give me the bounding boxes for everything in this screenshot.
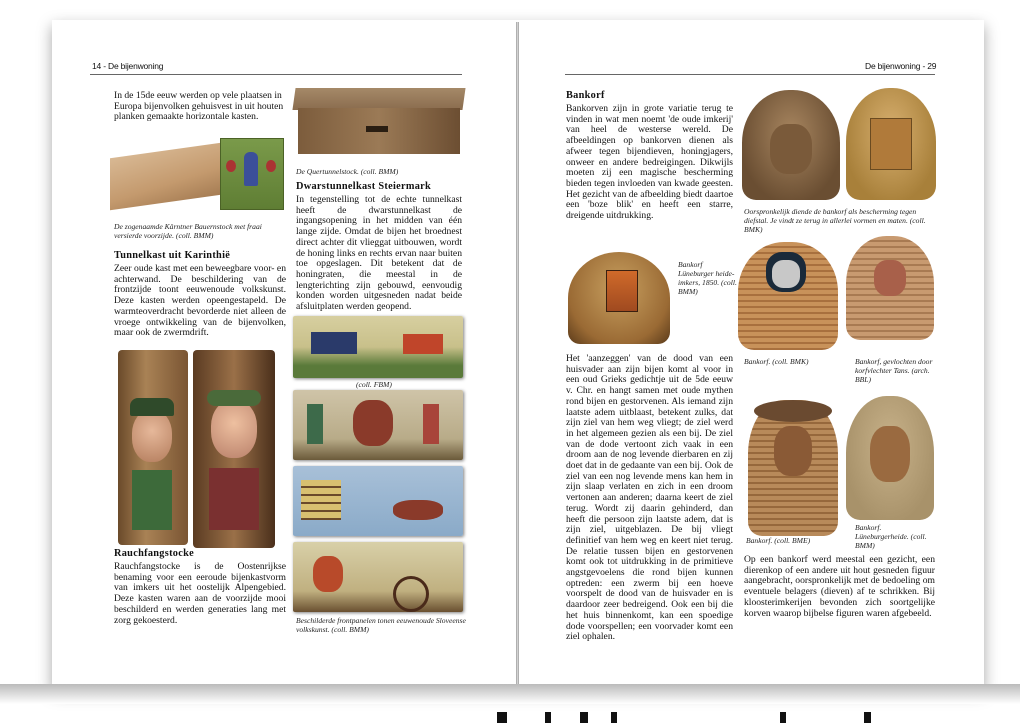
cutoff-lettering	[580, 712, 588, 723]
caption-panels: Beschilderde frontpanelen tonen eeuwenoude Sloveense volkskunst. (coll. BMM)	[296, 616, 466, 634]
caption-kaerntner: De zogenaamde Kärntner Bauernstock met fraai versierde voorzijde. (coll. BMM)	[114, 222, 262, 240]
quertunnelstock-image	[294, 82, 466, 160]
kaerntner-bauernstock-image	[108, 132, 286, 216]
cutoff-lettering	[611, 712, 617, 723]
aanzeggen-text: Het 'aanzeggen' van de dood van een huisvader aan zijn bijen komt al voor in een oud Grieks gedichtje uit de 5de eeuw v. Chr. en hangt samen met oude mythen rond bijen en gestorvenen. Als iemand zijn laatste adem uitblaast, betekent zulks, dat zijn ziel van hem weg vliegt; de ziel werd in het algemeen gezien als een bij. De ziel van de dode vertoont zich vaak in een droom aan de nog levende dierbaren en zij doet dat in de gedaante van een bij. Ook de ziel van een nog levende mens kan hem in zijn slaap verlaten en zich in een droom vertonen aan anderen; daarna keert de ziel terug. Wordt zij daarin gehinderd, dan heeft die persoon zijn laatste adem, dat is zijn ziel, uitgeblazen. De bij vliegt definitief van hem weg en keert niet terug. De relatie tussen bijen en gestorvenen komt ook tot uitdrukking in de primitieve angstgevoelens die rond bijen kunnen optreden: een zwerm bij een hoeve voorspelt de dood van de huisvader en is daardoor zeer bedreigend. Ook een bij die het huis binnenkomt, kan een spoedige dode voorspellen; een voorvader komt een ziel ophalen.	[566, 353, 733, 643]
bankorf-face-image-1	[742, 90, 840, 200]
heading-bankorf: Bankorf	[566, 90, 605, 101]
left-header-rule	[90, 74, 462, 75]
rauchfangstocke-text: Rauchfangstocke is de Oostenrijkse benaming voor een eeroude bijenkastvorm van imkers uit het oostelijk Alpengebied. Deze kasten waren aan de voorzijde mooi beschilderd en werden generaties lang met zorg gekoesterd.	[114, 561, 286, 626]
cutoff-lettering	[780, 712, 786, 723]
heading-tunnelkast: Tunnelkast uit Karinthië	[114, 250, 231, 261]
bankorf-tans-image	[846, 236, 934, 340]
dwarstunnelkast-text: In tegenstelling tot de echte tunnelkast heeft de dwarstunnelkast de ingangsopening in het midden van één lange zijde. Omdat de bijen het broednest direct achter dit vlieggat uitbouwen, wordt de honing links en rechts ervan naar buiten toe opgeslagen. Dit betekent dat de honingraten, die meestal in de lengterichting zijn gebouwd, eenvoudig konden worden uitgesneden nadat beide afsluitplaten werden geopend.	[296, 194, 462, 313]
gezicht-text: Op een bankorf werd meestal een gezicht, een dierenkop of een andere uit hout gesneden figuur aangebracht, oorspronkelijk met de bedoeling om eventuele belagers (dieven) af te schrikken. Bij kloosterimkerijen bevonden zich soortgelijke korven waarop bijbelse figuren waren afgebeeld.	[744, 554, 935, 619]
caption-tans: Bankorf, gevlochten door korfvlechter Tans. (arch. BBL)	[855, 357, 933, 384]
caption-bme: Bankorf. (coll. BME)	[746, 536, 811, 545]
left-page-header: 14 - De bijenwoning	[92, 61, 164, 71]
rauchfangstocke-image-left	[118, 350, 188, 545]
caption-fbm: (coll. FBM)	[356, 380, 392, 389]
cutoff-lettering	[545, 712, 551, 723]
tunnelkast-text: Zeer oude kast met een beweegbare voor- en achterwand. De beschildering van de frontzijde toont eeuwenoude volkskunst. Deze kasten werden opeengestapeld. De warmteoverdracht bevorderde niet alleen de vroege ontwikkeling van de bijenvolken, maar ook de zwermdrift.	[114, 263, 286, 339]
caption-diefstal: Oorspronkelijk diende de bankorf als bescherming tegen diefstal. Je vindt ze terug in allerlei vormen en maten. (coll. BMK)	[744, 207, 926, 234]
heading-rauchfangstocke: Rauchfangstocke	[114, 548, 195, 559]
page-shadow-bottom	[0, 684, 1020, 704]
caption-bmk: Bankorf. (coll. BMK)	[744, 357, 809, 366]
right-page-header: De bijenwoning - 29	[865, 61, 937, 71]
painted-panel-beehives	[293, 466, 463, 536]
bankorf-face-image-2	[846, 88, 936, 200]
caption-lueneburg: Bankorf. Lüneburgerheide. (coll. BMM)	[855, 523, 927, 550]
heading-dwarstunnelkast: Dwarstunnelkast Steiermark	[296, 181, 432, 192]
cutoff-lettering	[864, 712, 871, 723]
book-spine	[516, 22, 519, 685]
rauchfangstocke-image-right	[193, 350, 275, 548]
caption-lueneburg-1850: Bankorf Lüneburger heide-imkers, 1850. (coll. BMM)	[678, 260, 737, 296]
painted-panel-carriage	[293, 542, 463, 612]
right-header-rule	[565, 74, 935, 75]
bankorf-bme-image	[748, 400, 838, 536]
bankorf-bmk-image	[738, 242, 838, 350]
bankorf-lueneburg-image	[846, 396, 934, 520]
bankorf-text: Bankorven zijn in grote variatie terug te vinden in wat men noemt 'de oude imkerij' van heel de westerse wereld. De afbeeldingen op bankorven dienen als afweer tegen bijendieven, honingjagers, onweer en andere bedreigingen. Dikwijls moeten zij een magische bescherming bieden tegen invloeden van kwade geesten. Het gezicht van de afbeelding biedt daartoe een 'boze blik' en heeft een starre, dreigende uitdrukking.	[566, 103, 733, 222]
painted-panel-wagon	[293, 316, 463, 378]
intro-text: In de 15de eeuw werden op vele plaatsen in Europa bijenvolken gehuisvest in uit houten planken gemaakte horizontale kasten.	[114, 90, 284, 123]
bankorf-lueneburg-1850-image	[568, 252, 670, 344]
cutoff-lettering	[497, 712, 507, 723]
painted-panel-figures	[293, 390, 463, 460]
caption-quertunnelstock: De Quertunnelstock. (coll. BMM)	[296, 167, 399, 176]
